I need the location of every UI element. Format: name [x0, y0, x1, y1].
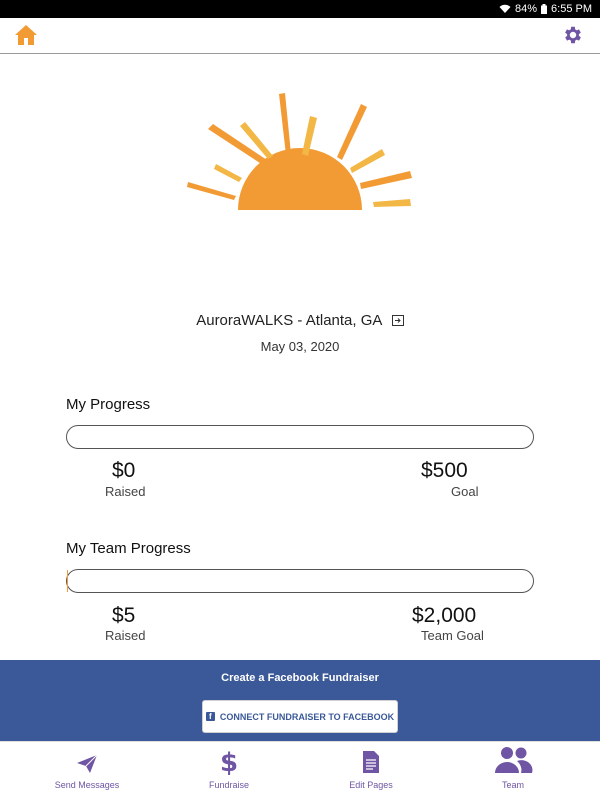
event-date: May 03, 2020	[260, 339, 340, 354]
nav-send-messages-label: Send Messages	[54, 780, 120, 790]
my-raised-amount: $0	[112, 459, 136, 482]
home-icon	[14, 33, 38, 50]
settings-button[interactable]	[562, 24, 586, 48]
facebook-icon: f	[206, 712, 215, 721]
team-goal-label: Team Goal	[421, 628, 484, 643]
nav-edit-pages[interactable]	[341, 742, 401, 801]
team-raised-label: Raised	[105, 628, 146, 643]
send-icon	[76, 742, 98, 774]
connect-facebook-label: CONNECT FUNDRAISER TO FACEBOOK	[219, 711, 395, 722]
nav-fundraise-label: Fundraise	[208, 780, 250, 790]
facebook-fundraiser-heading: Create a Facebook Fundraiser	[221, 672, 379, 684]
switch-event-icon[interactable]	[392, 313, 404, 330]
team-raised-amount: $5	[112, 604, 136, 627]
battery-percent: 84%	[515, 3, 538, 15]
my-goal-label: Goal	[451, 484, 479, 499]
team-icon	[493, 742, 533, 774]
status-bar	[0, 0, 600, 18]
nav-send-messages[interactable]	[52, 742, 122, 801]
wifi-icon	[499, 4, 511, 14]
team-progress-bar	[66, 569, 534, 593]
battery-icon	[541, 4, 547, 14]
gear-icon	[562, 33, 584, 50]
facebook-fundraiser-banner	[0, 660, 600, 741]
team-progress-heading: My Team Progress	[66, 540, 191, 557]
my-progress-heading: My Progress	[66, 396, 151, 413]
nav-team[interactable]	[483, 742, 543, 801]
nav-edit-pages-label: Edit Pages	[349, 780, 393, 790]
my-raised-label: Raised	[105, 484, 146, 499]
document-icon	[362, 742, 380, 774]
dollar-icon	[219, 742, 239, 778]
top-app-bar	[0, 18, 600, 54]
connect-facebook-button[interactable]	[202, 700, 398, 733]
event-title	[0, 312, 600, 330]
home-button[interactable]	[14, 24, 40, 48]
team-progress-fill	[67, 570, 68, 592]
clock: 6:55 PM	[551, 3, 592, 15]
nav-team-label: Team	[501, 780, 524, 790]
svg-text:$: $	[219, 748, 239, 778]
nav-fundraise[interactable]	[199, 742, 259, 801]
event-title-text: AuroraWALKS - Atlanta, GA	[196, 312, 382, 329]
my-progress-bar	[66, 425, 534, 449]
aurora-sun-logo	[180, 86, 420, 216]
my-goal-amount: $500	[421, 459, 468, 482]
bottom-navigation	[0, 741, 600, 800]
team-goal-amount: $2,000	[412, 604, 477, 627]
